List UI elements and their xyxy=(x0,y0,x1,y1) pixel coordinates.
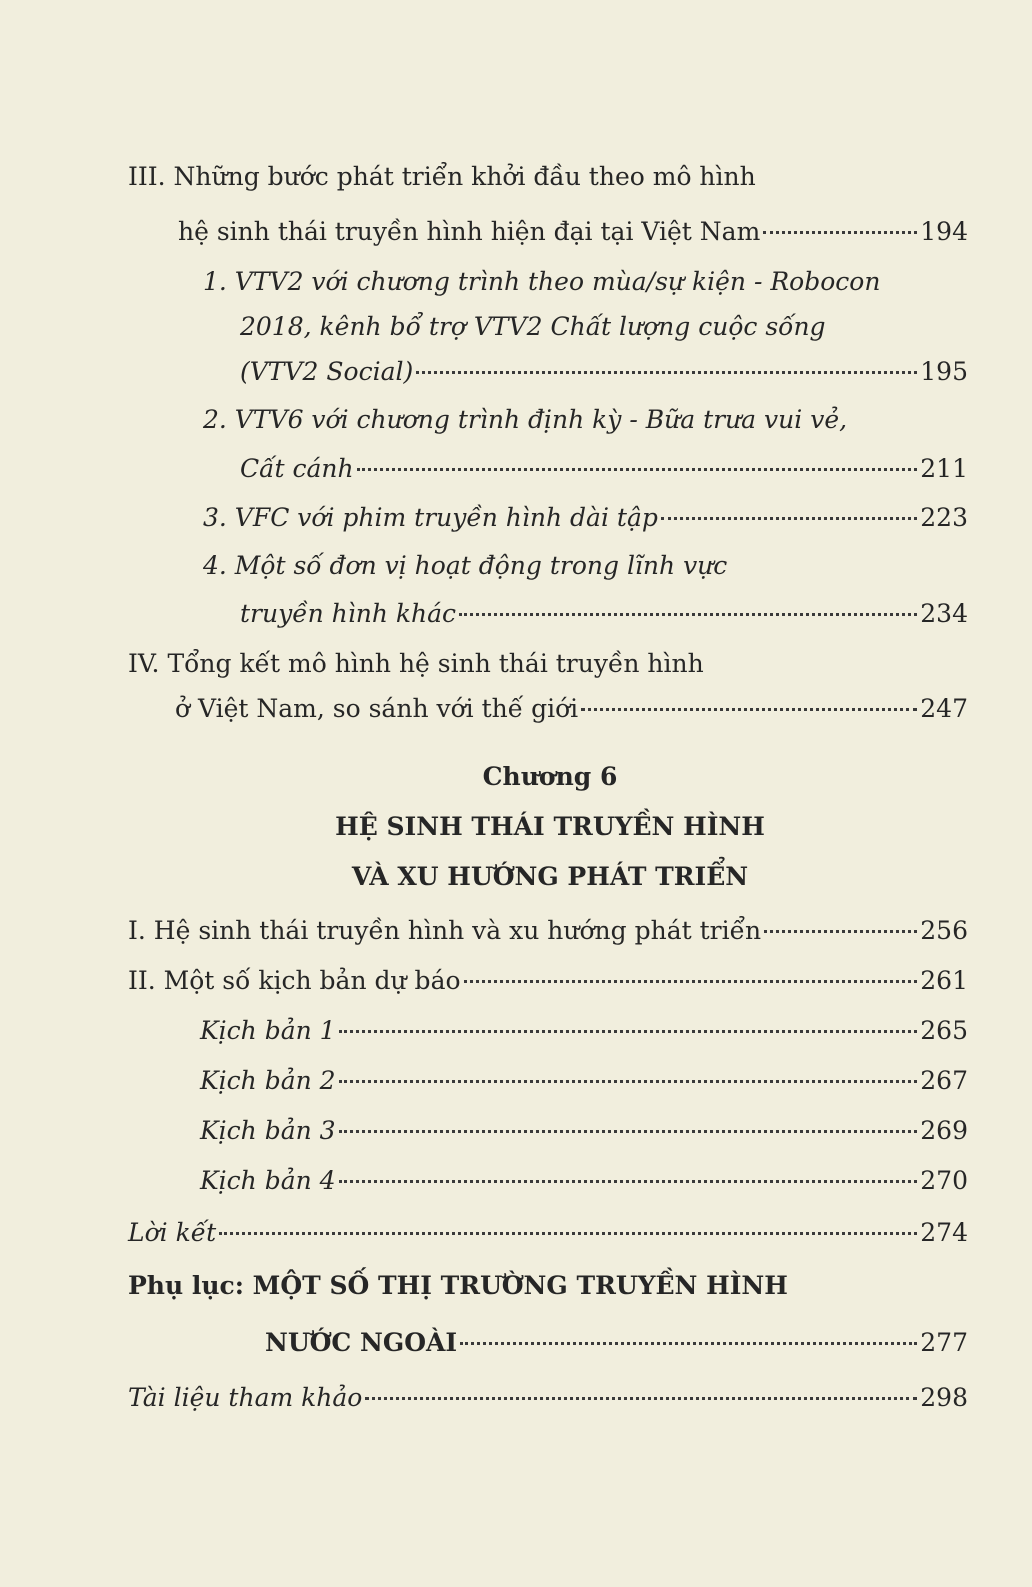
toc-entry xyxy=(128,160,756,194)
toc-entry xyxy=(200,1014,968,1048)
entry-title: Kịch bản 2 xyxy=(200,1066,336,1095)
dot-leader xyxy=(460,1342,917,1345)
chapter-title: VÀ XU HƯỚNG PHÁT TRIỂN xyxy=(351,862,749,891)
entry-title: IV. Tổng kết mô hình hệ sinh thái truyền hình xyxy=(128,649,704,678)
entry-page: 270 xyxy=(920,1166,968,1195)
entry-page: 269 xyxy=(920,1116,968,1145)
entry-title: 3. VFC với phim truyền hình dài tập xyxy=(203,503,658,532)
dot-leader xyxy=(339,1030,918,1033)
entry-title: I. Hệ sinh thái truyền hình và xu hướng phát triển xyxy=(128,916,762,945)
chapter-title: HỆ SINH THÁI TRUYỀN HÌNH xyxy=(335,812,765,841)
dot-leader xyxy=(464,980,918,983)
dot-leader xyxy=(339,1080,918,1083)
entry-page: 277 xyxy=(920,1328,968,1357)
entry-title: Kịch bản 4 xyxy=(200,1166,336,1195)
entry-title: 2018, kênh bổ trợ VTV2 Chất lượng cuộc sống xyxy=(240,312,826,341)
toc-entry xyxy=(175,692,968,726)
entry-title: (VTV2 Social) xyxy=(240,357,414,386)
entry-page: 211 xyxy=(920,454,968,483)
entry-page: 298 xyxy=(920,1383,968,1412)
entry-page: 261 xyxy=(920,966,968,995)
toc-entry xyxy=(203,265,880,299)
toc-entry xyxy=(128,1269,788,1303)
entry-title: Kịch bản 3 xyxy=(200,1116,336,1145)
entry-title: hệ sinh thái truyền hình hiện đại tại Việt Nam xyxy=(178,217,761,246)
dot-leader xyxy=(416,371,917,374)
toc-entry xyxy=(200,1064,968,1098)
entry-page: 265 xyxy=(920,1016,968,1045)
toc-entry xyxy=(128,914,968,948)
entry-title: Tài liệu tham khảo xyxy=(128,1383,363,1412)
toc-entry xyxy=(203,501,968,535)
entry-title: 4. Một số đơn vị hoạt động trong lĩnh vực xyxy=(203,551,728,580)
entry-page: 223 xyxy=(920,503,968,532)
entry-page: 274 xyxy=(920,1218,968,1247)
toc-entry xyxy=(265,1326,968,1360)
entry-page: 234 xyxy=(920,599,968,628)
dot-leader xyxy=(763,231,917,234)
toc-entry xyxy=(128,1381,968,1415)
dot-leader xyxy=(219,1232,917,1235)
entry-title: 1. VTV2 với chương trình theo mùa/sự kiện - Robocon xyxy=(203,267,881,296)
entry-page: 194 xyxy=(920,217,968,246)
toc-entry xyxy=(200,1114,968,1148)
entry-title: Lời kết xyxy=(128,1218,217,1247)
dot-leader xyxy=(357,468,918,471)
toc-entry xyxy=(128,1216,968,1250)
toc-entry xyxy=(240,597,968,631)
entry-page: 247 xyxy=(920,694,968,723)
toc-entry xyxy=(203,549,727,583)
dot-leader xyxy=(459,613,917,616)
dot-leader xyxy=(661,517,917,520)
entry-title: Kịch bản 1 xyxy=(200,1016,336,1045)
toc-entry xyxy=(203,403,847,437)
entry-title: III. Những bước phát triển khởi đầu theo mô hình xyxy=(128,162,756,191)
toc-entry xyxy=(200,1164,968,1198)
entry-title: II. Một số kịch bản dự báo xyxy=(128,966,461,995)
dot-leader xyxy=(339,1130,918,1133)
toc-entry xyxy=(128,647,704,681)
toc-entry xyxy=(178,215,968,249)
toc-entry xyxy=(240,452,968,486)
entry-page: 195 xyxy=(920,357,968,386)
entry-title: Cất cánh xyxy=(240,454,354,483)
entry-page: 256 xyxy=(920,916,968,945)
toc-entry xyxy=(240,355,968,389)
dot-leader xyxy=(764,930,917,933)
dot-leader xyxy=(365,1397,917,1400)
entry-title: truyền hình khác xyxy=(240,599,457,628)
entry-title: 2. VTV6 với chương trình định kỳ - Bữa trưa vui vẻ, xyxy=(203,405,848,434)
entry-page: 267 xyxy=(920,1066,968,1095)
toc-entry xyxy=(128,964,968,998)
dot-leader xyxy=(581,708,917,711)
chapter-label: Chương 6 xyxy=(482,762,618,791)
dot-leader xyxy=(339,1180,918,1183)
entry-title: NƯỚC NGOÀI xyxy=(265,1328,458,1357)
entry-title: Phụ lục: MỘT SỐ THỊ TRƯỜNG TRUYỀN HÌNH xyxy=(128,1271,788,1300)
toc-entry xyxy=(240,310,826,344)
entry-title: ở Việt Nam, so sánh với thế giới xyxy=(175,694,579,723)
